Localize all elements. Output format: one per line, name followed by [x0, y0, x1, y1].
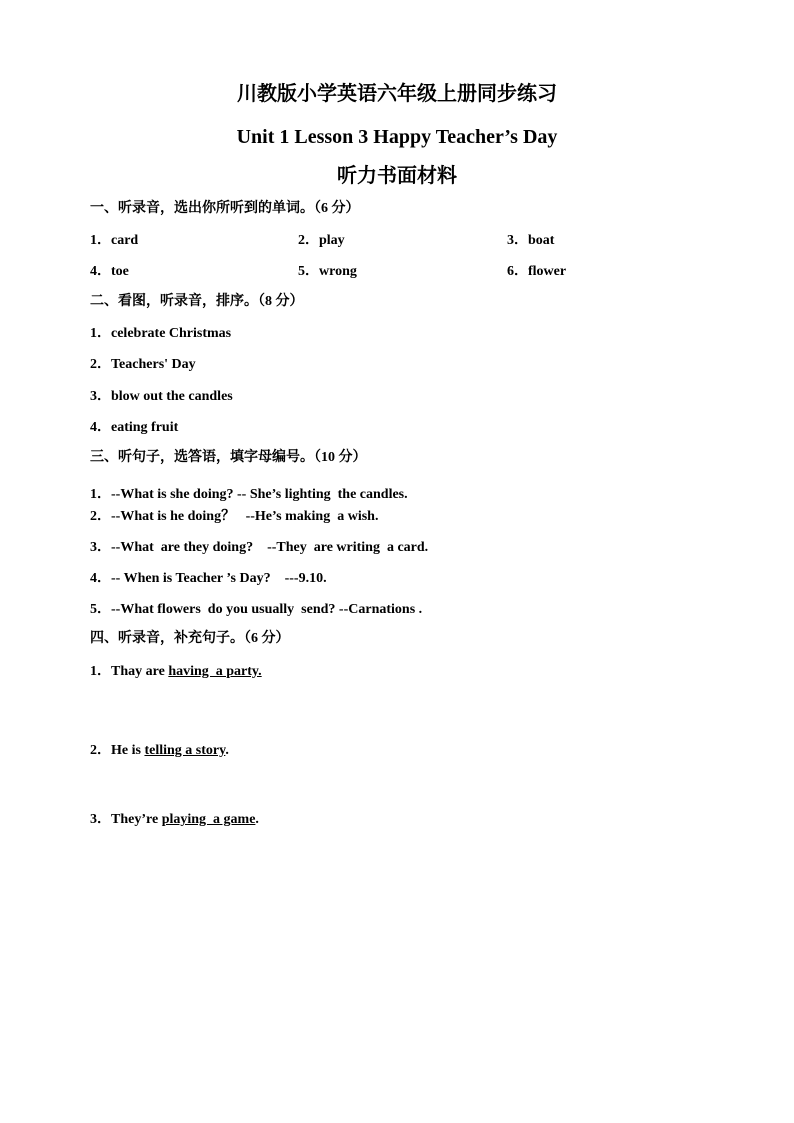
item-number: 4． — [90, 571, 111, 586]
item-text: -- When is Teacher ’s Day? ---9.10. — [111, 571, 327, 586]
item-number: 3． — [90, 812, 111, 827]
item-text: flower — [528, 264, 567, 279]
section4-item — [90, 742, 229, 760]
unit-title: Unit 1 Lesson 3 Happy Teacher’s Day — [236, 126, 558, 148]
section1-item — [507, 263, 566, 281]
section2-item — [90, 388, 233, 406]
item-number: 2． — [90, 357, 111, 372]
section1-item — [90, 263, 129, 281]
item-number: 5． — [90, 602, 111, 617]
item-number: 2． — [90, 743, 111, 758]
item-text: play — [319, 233, 345, 248]
item-prefix: He is — [111, 743, 145, 758]
section2-item — [90, 325, 231, 343]
item-number: 1． — [90, 664, 111, 679]
answer-underlined: having a party. — [168, 664, 262, 679]
section3-item — [90, 601, 422, 619]
section2-item — [90, 356, 196, 374]
item-number: 3． — [90, 540, 111, 555]
section1-heading: 一、听录音，选出你所听到的单词。（6 分） — [90, 201, 360, 216]
item-number: 1． — [90, 326, 111, 341]
answer-underlined: telling a story — [144, 743, 226, 758]
section1-item — [90, 232, 138, 250]
item-text: --What are they doing? --They are writing a card. — [111, 540, 429, 555]
section3-heading: 三、听句子，选答语，填字母编号。（10 分） — [90, 450, 367, 465]
section3-item — [90, 486, 408, 504]
item-text: toe — [111, 264, 129, 279]
item-number: 6． — [507, 264, 528, 279]
item-text: boat — [528, 233, 555, 248]
item-prefix: They’re — [111, 812, 162, 827]
item-number: 4． — [90, 420, 111, 435]
item-suffix: . — [225, 743, 229, 758]
section2-item — [90, 419, 178, 437]
item-suffix: . — [255, 812, 259, 827]
item-prefix: Thay are — [111, 664, 169, 679]
answer-underlined: playing a game — [161, 812, 256, 827]
item-number: 2． — [298, 233, 319, 248]
section1-item — [298, 263, 357, 281]
item-text: --What is he doing？ --He’s making a wish. — [111, 509, 379, 524]
section3-item — [90, 508, 378, 526]
item-number: 4． — [90, 264, 111, 279]
item-text: wrong — [319, 264, 357, 279]
item-number: 5． — [298, 264, 319, 279]
item-text: --What is she doing? -- She’s lighting the candles. — [111, 487, 408, 502]
item-text: Teachers' Day — [111, 357, 196, 372]
section3-item — [90, 539, 428, 557]
item-text: card — [111, 233, 139, 248]
item-number: 2． — [90, 509, 111, 524]
section1-item — [507, 232, 554, 250]
section4-item — [90, 811, 259, 829]
section4-item — [90, 663, 262, 681]
item-number: 3． — [507, 233, 528, 248]
section2-heading: 二、看图，听录音，排序。（8 分） — [90, 294, 304, 309]
item-number: 1． — [90, 487, 111, 502]
item-text: celebrate Christmas — [111, 326, 232, 341]
sub-title: 听力书面材料 — [337, 165, 457, 187]
item-text: eating fruit — [111, 420, 179, 435]
item-number: 1． — [90, 233, 111, 248]
item-number: 3． — [90, 389, 111, 404]
main-title: 川教版小学英语六年级上册同步练习 — [237, 83, 557, 105]
section3-item — [90, 570, 327, 588]
item-text: blow out the candles — [111, 389, 233, 404]
item-text: --What flowers do you usually send? --Carnations . — [111, 602, 423, 617]
section4-heading: 四、听录音，补充句子。（6 分） — [90, 631, 290, 646]
section1-item — [298, 232, 345, 250]
